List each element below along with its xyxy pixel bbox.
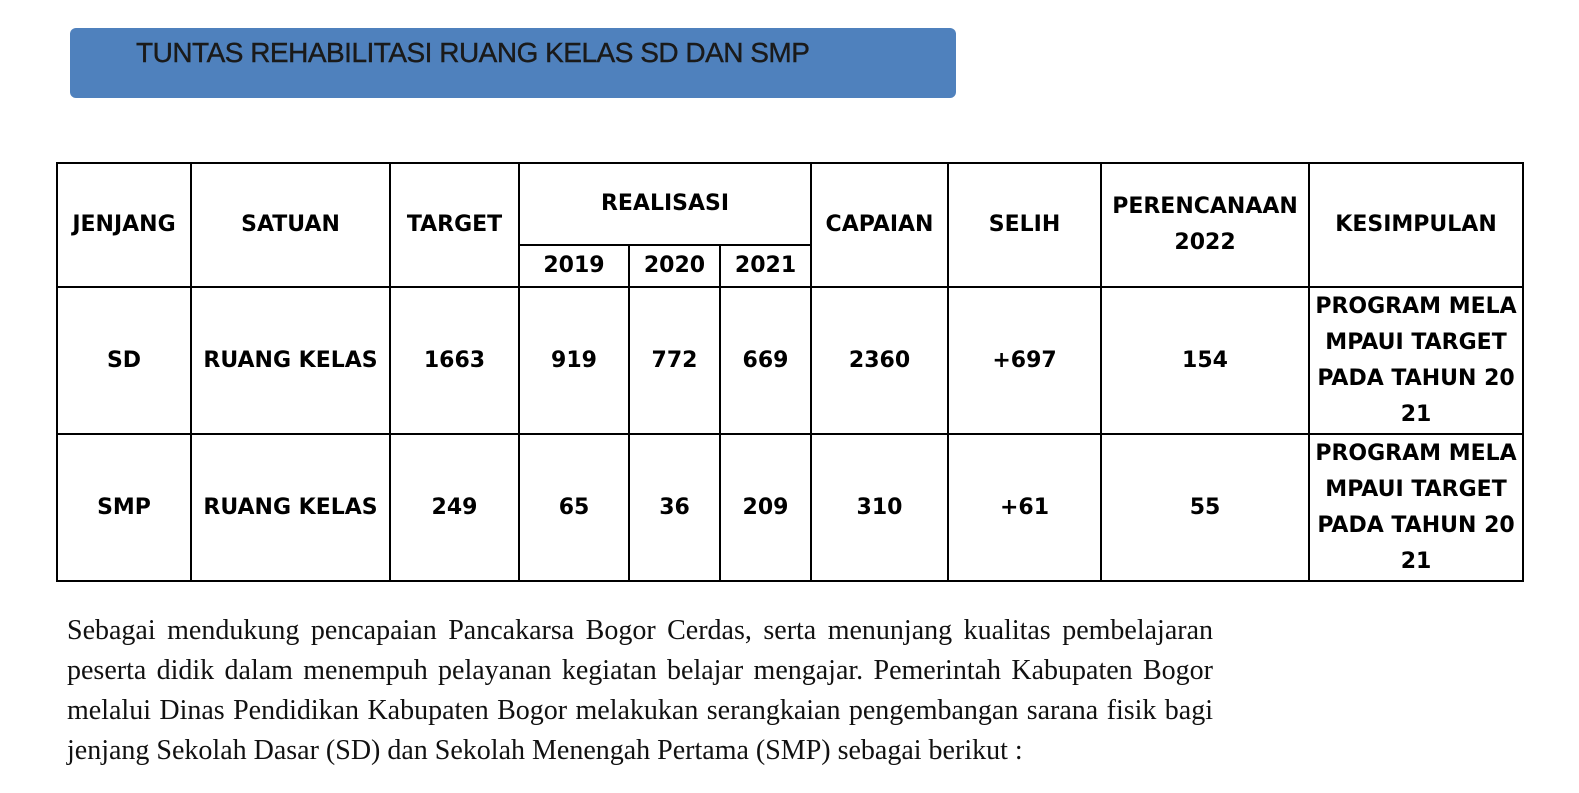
cell-realisasi-2021: 669 — [720, 287, 811, 434]
cell-jenjang: SMP — [57, 434, 191, 581]
header-year-2020: 2020 — [629, 245, 720, 287]
header-row — [57, 163, 1523, 245]
table-row-smp — [57, 434, 1523, 581]
cell-satuan: RUANG KELAS — [191, 434, 390, 581]
header-realisasi: REALISASI — [519, 163, 811, 245]
header-selih: SELIH — [948, 163, 1101, 287]
cell-satuan: RUANG KELAS — [191, 287, 390, 434]
cell-selih: +697 — [948, 287, 1101, 434]
cell-capaian: 2360 — [811, 287, 948, 434]
header-year-2021: 2021 — [720, 245, 811, 287]
header-perencanaan: PERENCANAAN 2022 — [1101, 163, 1309, 287]
banner-title: TUNTAS REHABILITASI RUANG KELAS SD DAN SMP — [136, 37, 810, 68]
title-banner — [70, 28, 956, 98]
description-paragraph: Sebagai mendukung pencapaian Pancakarsa Bogor Cerdas, serta menunjang kualitas pembelajaran peserta didik dalam menempuh pelayanan kegiatan belajar mengajar. Pemerintah Kabupaten Bogor melalui Dinas Pendidikan Kabupaten Bogor melakukan serangkaian pengembangan sarana fisik bagi jenjang Sekolah Dasar (SD) dan Sekolah Menengah Pertama (SMP) sebagai berikut : — [67, 615, 1213, 766]
cell-selih: +61 — [948, 434, 1101, 581]
cell-capaian: 310 — [811, 434, 948, 581]
cell-target: 249 — [390, 434, 519, 581]
cell-realisasi-2019: 919 — [519, 287, 629, 434]
rehabilitation-table — [56, 162, 1524, 582]
table-row-sd — [57, 287, 1523, 434]
cell-kesimpulan: PROGRAM MELAMPAUI TARGET PADA TAHUN 2021 — [1309, 434, 1523, 581]
cell-realisasi-2020: 772 — [629, 287, 720, 434]
header-kesimpulan: KESIMPULAN — [1309, 163, 1523, 287]
cell-jenjang: SD — [57, 287, 191, 434]
cell-realisasi-2020: 36 — [629, 434, 720, 581]
cell-realisasi-2021: 209 — [720, 434, 811, 581]
cell-target: 1663 — [390, 287, 519, 434]
cell-realisasi-2019: 65 — [519, 434, 629, 581]
cell-perencanaan: 55 — [1101, 434, 1309, 581]
header-year-2019: 2019 — [519, 245, 629, 287]
header-jenjang: JENJANG — [57, 163, 191, 287]
header-target: TARGET — [390, 163, 519, 287]
header-satuan: SATUAN — [191, 163, 390, 287]
cell-kesimpulan: PROGRAM MELAMPAUI TARGET PADA TAHUN 2021 — [1309, 287, 1523, 434]
cell-perencanaan: 154 — [1101, 287, 1309, 434]
header-capaian: CAPAIAN — [811, 163, 948, 287]
